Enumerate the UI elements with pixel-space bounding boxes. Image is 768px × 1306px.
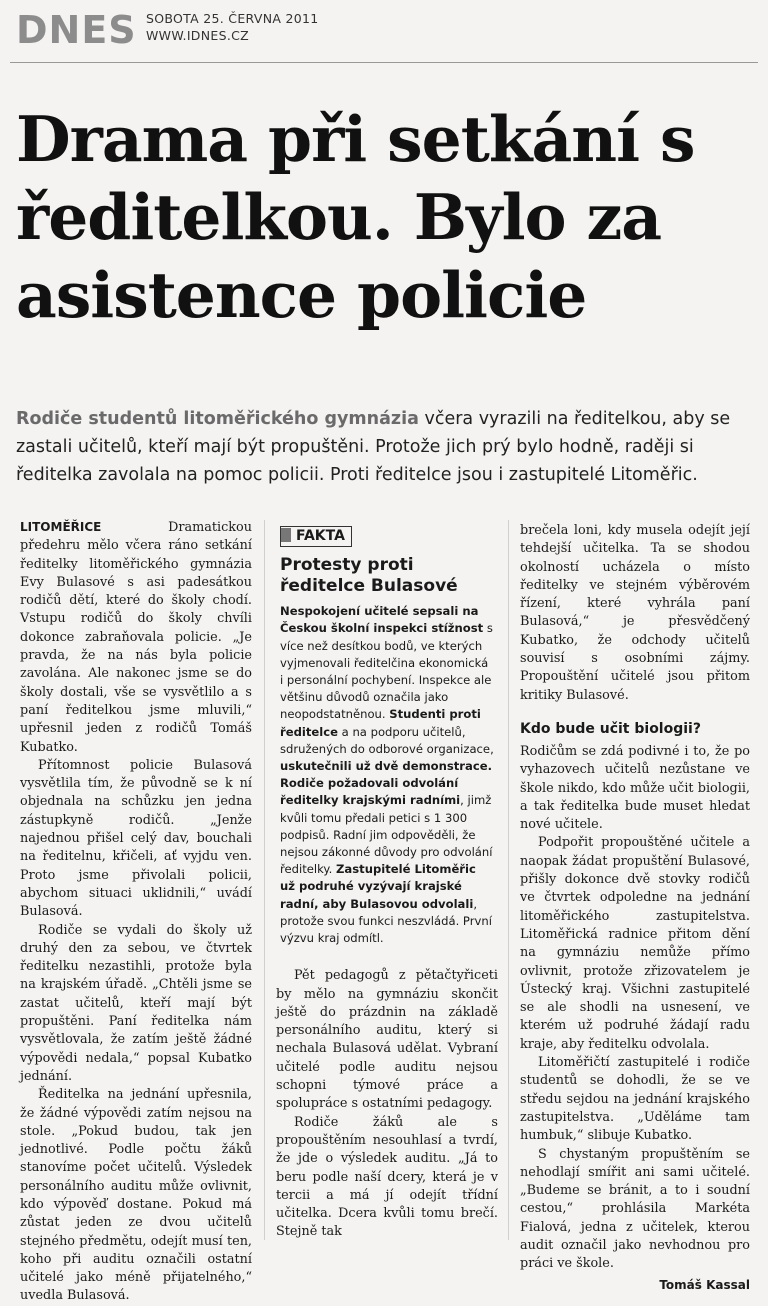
author-byline: Tomáš Kassal xyxy=(659,1277,750,1292)
article-paragraph: Podpořit propouštěné učitele a naopak žádat propuštění Bulasové, přišly dokonce dvě stovky rodičů ve čtvrtek odpoledne na jednání litoměřického zastupitelstva. Litoměřická radnice přitom dění na gymnáziu nemůže přímo ovlivnit, protože zřizovatelem je Ústecký kraj. Všichni zastupitelé se ale shodli na usnesení, ve kterém už podruhé žádají radu kraje, aby ředitelku odvolala. xyxy=(520,835,750,1052)
lead-emphasis: Rodiče studentů litoměřického gymnázia xyxy=(16,409,419,429)
article-paragraph: Přítomnost policie Bulasová vysvětlila tím, že původně se k ní objednala na schůzku jen jedna zástupkyně rodičů. „Jenže najednou přišel celý dav, bouchali na ředitelnu, křičeli, ať vyjdu ven. Proto jsme přivolali policii, abychom situaci uklidnili,“ uvádí Bulasová. xyxy=(20,757,252,920)
article-paragraph: brečela loni, kdy musela odejít její tehdejší učitelka. Ta se shodou okolností ucházela o místo ředitelky ve stejném výběrovém řízení, které vyhrála paní Bulasová,“ je přesvědčený Kubatko, že odchody učitelů souvisí s osobními zájmy. Propouštění učitelé jsou přitom kritiky Bulasové. xyxy=(520,523,750,703)
badge-square-icon xyxy=(281,528,291,542)
newspaper-logo: DNES xyxy=(16,8,137,52)
dateline xyxy=(146,10,318,44)
article-paragraph: Rodiče žáků ale s propouštěním nesouhlasí a tvrdí, že jde o výsledek auditu. „Já to beru podle naší dcery, která je v tercii a má jí odejít třídní učitelka. Dcera kvůli tomu brečí. Stejně tak xyxy=(276,1114,498,1240)
issue-date: SOBOTA 25. ČERVNA 2011 xyxy=(146,11,319,26)
article-column-1 xyxy=(20,518,252,1306)
article-paragraph: S chystaným propuštěním se nehodlají smířit ani sami učitelé. „Budeme se bránit, a to i soudní cestou,“ prohlásila Markéta Fialová, jedna z učitelek, kterou audit označil jako nevhodnou pro práci ve škole. xyxy=(520,1146,750,1272)
lead-paragraph xyxy=(16,405,744,489)
facts-box xyxy=(276,518,498,947)
lead-text: včera vyrazili na ředitelkou, aby se zastali učitelů, kteří mají být propuštěni. Protože jich prý bylo hodně, raději si ředitelka zavolala na pomoc policii. Proti ředitelce jsou i zastupitelé Litoměřic. xyxy=(16,409,731,485)
masthead xyxy=(12,6,756,62)
facts-body: Nespokojení učitelé sepsali na Českou školní inspekci stížnost s více než desítkou bodů, ve kterých vyjmenovali ředitelčina ekonomická i personální pochybení. Inspekce ale většinu důvodů označila jako neopodstatněnou. Studenti proti ředitelce a na podporu učitelů, sdružených do odborové organizace, uskutečnili už dvě demonstrace. Rodiče požadovali odvolání ředitelky krajskými radními, jimž kvůli tomu předali petici s 1 300 podpisů. Radní jim odpověděli, že nejsou zákonné důvody pro odvolání ředitelky. Zastupitelé Litoměřic už podruhé vyzývají krajské radní, aby Bulasovou odvolali, protože svou funkci neszvládá. První výzvu kraj odmítl. xyxy=(280,604,494,946)
dateline-place: LITOMĚŘICE xyxy=(20,520,102,534)
column-rule xyxy=(508,520,509,1240)
article-paragraph: Pět pedagogů z pětačtyřiceti by mělo na gymnáziu skončit ještě do prázdnin na základě personálního auditu, který si nechala Bulasová udělat. Vybraní učitelé podle auditu nejsou schopni týmové práce a spolupráce s ostatními pedagogy. xyxy=(276,968,498,1112)
facts-title: Protesty proti ředitelce Bulasové xyxy=(280,555,458,597)
subheading: Kdo bude učit biologii? xyxy=(520,720,701,737)
article-column-3 xyxy=(520,522,750,1294)
article-paragraph: Rodičům se zdá podivné i to, že po vyhazovech učitelů nezůstane ve škole nikdo, kdo může učit biologii, a tak ředitelka bude muset hledat nové učitele. xyxy=(520,743,750,833)
facts-badge: FAKTA xyxy=(280,526,352,547)
article-continuation xyxy=(276,967,498,1241)
column-rule xyxy=(264,520,265,1240)
article-column-2 xyxy=(276,518,498,1242)
headline: Drama při setkání s ředitelkou. Bylo za asistence policie xyxy=(16,102,695,332)
article-paragraph: Ředitelka na jednání upřesnila, že žádné výpovědi zatím nejsou na stole. „Pokud budou, tak jen jednotlivé. Podle počtu žáků stanovíme počet učitelů. Výsledek personálního auditu může ovlivnit, kdo výpověď dostane. Pokud má zůstat jeden ze dvou učitelů stejného předmětu, odejít musí ten, koho při auditu označili ostatní učitelé jako méně přijatelného,“ uvedla Bulasová. xyxy=(20,1087,252,1304)
article-paragraph: LITOMĚŘICE Dramatickou předehru mělo včera ráno setkání ředitelky litoměřického gymnázia Evy Bulasové s asi padesátkou rodičů dětí, které do školy chodí. Vstupu rodičů do školy chvíli dokonce zabraňovala policie. „Je pravda, že na nás byla policie zavolána. Ale nakonec jsme se do školy dostali, vše se vysvětlilo a s paní ředitelkou jsme mluvili,“ upřesnil jeden z rodičů Tomáš Kubatko. xyxy=(20,520,252,755)
masthead-rule xyxy=(10,62,758,63)
website-url: WWW.IDNES.CZ xyxy=(146,28,249,43)
article-paragraph: Litoměřičtí zastupitelé i rodiče studentů se dohodli, že se ve středu sejdou na jednání krajského zastupitelstva. „Uděláme tam humbuk,“ slibuje Kubatko. xyxy=(520,1055,750,1144)
article-paragraph: Rodiče se vydali do školy už druhý den za sebou, ve čtvrtek ředitelku nezastihli, protože byla na krajském úřadě. „Chtěli jsme se zastat učitelů, kteří mají být propuštěni. Paní ředitelka nám vysvětlovala, že zatím ještě žádné výpovědi nedala,“ popsal Kubatko jednání. xyxy=(20,922,252,1084)
